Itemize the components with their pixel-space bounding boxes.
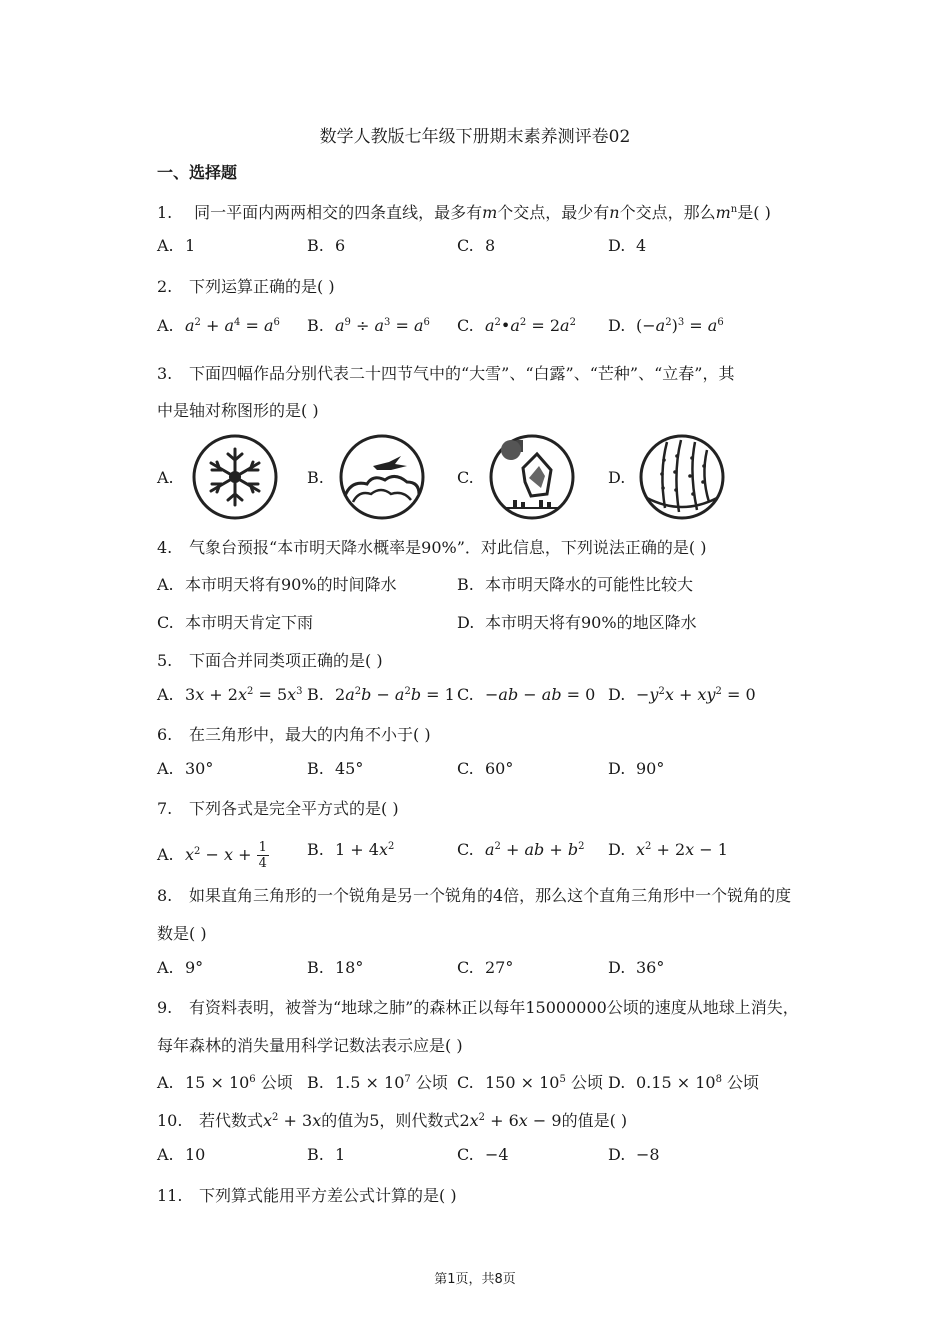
question-text: 在三角形中，最大的内角不小于( ) (189, 725, 431, 744)
question-5 (157, 648, 383, 671)
option-b[interactable]: B. 1 (307, 1145, 346, 1164)
option-d[interactable]: D. $x^2 + 2x - 1$ (608, 840, 728, 859)
option-b[interactable]: B. 18° (307, 958, 364, 977)
question-text: 下列运算正确的是( ) (189, 277, 335, 296)
question-number: 10. (157, 1111, 183, 1130)
question-text: ，则代数式 (379, 1111, 460, 1130)
option-a[interactable]: A. $a^2 + a^4 = a^6$ (157, 316, 280, 335)
question-text: 的值是( ) (561, 1111, 628, 1130)
option-a[interactable]: A. 1 (157, 236, 196, 255)
math-var: m (482, 203, 498, 222)
option-c[interactable]: C. −4 (457, 1145, 509, 1164)
question-9-line-2: 每年森林的消失量用科学记数法表示应是( ) (157, 1036, 463, 1055)
question-text: 下列各式是完全平方式的是( ) (189, 799, 399, 818)
question-10: 10. 若代数式$x^2 + 3x$的值为5，则代数式$2x^2 + 6x - 9$的值是( ) (157, 1111, 628, 1130)
math-var: n (609, 203, 620, 222)
question-9 (157, 995, 799, 1018)
question-text: 是( ) (737, 203, 771, 222)
option-c[interactable]: C. $a^2•a^2 = 2a^2$ (457, 316, 576, 335)
page-footer: 第1页，共8页 (434, 1272, 516, 1287)
question-number: 3. (157, 364, 173, 383)
math-var: $m^n$ (715, 203, 738, 222)
option-c[interactable]: C. 本市明天肯定下雨 (157, 613, 314, 632)
option-c[interactable]: C. 27° (457, 958, 514, 977)
page-title: 数学人教版七年级下册期末素养测评卷02 (319, 127, 631, 147)
question-number: 4. (157, 538, 173, 557)
option-c[interactable]: C. $150 \times 10^5$ 公顷 (457, 1073, 603, 1092)
question-number: 6. (157, 725, 173, 744)
option-b[interactable]: B. $a^9 \div a^3 = a^6$ (307, 316, 430, 335)
option-d[interactable]: D. 4 (608, 236, 647, 255)
question-text: 如果直角三角形的一个锐角是另一个锐角的4倍，那么这个直角三角形中一个锐角的度 (189, 886, 792, 905)
option-b[interactable]: B. 6 (307, 236, 346, 255)
question-3 (157, 361, 734, 384)
option-d[interactable]: D. $(-a^2)^3 = a^6$ (608, 316, 724, 335)
question-7 (157, 796, 399, 819)
emblem-options (157, 432, 757, 522)
question-number: 8. (157, 886, 173, 905)
option-b[interactable]: B. $2a^2b - a^2b = 1$ (307, 685, 455, 704)
option-b[interactable]: B. 45° (307, 759, 364, 778)
question-2 (157, 274, 335, 297)
option-a[interactable]: A. 9° (157, 958, 204, 977)
question-number: 2. (157, 277, 173, 296)
bird-cloud-emblem-icon[interactable] (337, 432, 427, 522)
option-b-label[interactable]: B. (307, 468, 324, 487)
question-text: 同一平面内两两相交的四条直线，最多有 (194, 203, 483, 222)
question-number: 9. (157, 998, 173, 1017)
snowflake-emblem-icon[interactable] (190, 432, 280, 522)
question-8 (157, 883, 791, 906)
option-c-label[interactable]: C. (457, 468, 474, 487)
question-text: 若代数式 (199, 1111, 264, 1130)
option-d-label[interactable]: D. (608, 468, 626, 487)
question-number: 5. (157, 651, 173, 670)
question-text: 个交点，最少有 (497, 203, 610, 222)
option-c[interactable]: C. 60° (457, 759, 514, 778)
option-d[interactable]: D. −8 (608, 1145, 660, 1164)
option-a[interactable]: A. 本市明天将有90%的时间降水 (157, 575, 397, 594)
option-d[interactable]: D. $-y^2x + xy^2 = 0$ (608, 685, 756, 704)
question-8-line-2: 数是( ) (157, 924, 207, 943)
option-d[interactable]: D. 本市明天将有90%的地区降水 (457, 613, 697, 632)
question-1 (157, 200, 771, 223)
option-a[interactable]: A. $x^2 - x$ + $\frac{1}{4}$ (157, 840, 267, 871)
question-number: 7. (157, 799, 173, 818)
option-a-label[interactable]: A. (157, 468, 174, 487)
section-heading: 一、选择题 (157, 163, 238, 182)
question-text: 个交点，那么 (619, 203, 716, 222)
question-text: 下面合并同类项正确的是( ) (189, 651, 383, 670)
question-6 (157, 722, 431, 745)
option-c[interactable]: C. 8 (457, 236, 496, 255)
question-4 (157, 535, 707, 558)
option-a[interactable]: A. $3x + 2x^2 = 5x^3$ (157, 685, 303, 704)
question-number: 1. (157, 203, 173, 222)
question-number: 11. (157, 1186, 183, 1205)
option-a[interactable]: A. 30° (157, 759, 214, 778)
option-c[interactable]: C. $a^2$ + ab + $b^2$ (457, 840, 585, 859)
willow-emblem-icon[interactable] (637, 432, 727, 522)
question-text: 的值为 (321, 1111, 370, 1130)
option-d[interactable]: D. 90° (608, 759, 665, 778)
option-b[interactable]: B. $1 + 4x^2$ (307, 840, 395, 859)
option-b[interactable]: B. 本市明天降水的可能性比较大 (457, 575, 694, 594)
question-text: 下列算式能用平方差公式计算的是( ) (199, 1186, 457, 1205)
option-d[interactable]: D. $0.15 \times 10^8$ 公顷 (608, 1073, 760, 1092)
option-a[interactable]: A. $15 \times 10^6$ 公顷 (157, 1073, 293, 1092)
option-d[interactable]: D. 36° (608, 958, 665, 977)
option-a[interactable]: A. 10 (157, 1145, 206, 1164)
question-text: 下面四幅作品分别代表二十四节气中的“大雪”、“白露”、“芒种”、“立春”，其 (189, 364, 735, 383)
question-text: 气象台预报“本市明天降水概率是90%”．对此信息，下列说法正确的是( ) (189, 538, 707, 557)
question-text: 有资料表明，被誉为“地球之肺”的森林正以每年15000000公顷的速度从地球上消失， (189, 998, 799, 1017)
option-b[interactable]: B. $1.5 \times 10^7$ 公顷 (307, 1073, 448, 1092)
sun-figure-emblem-icon[interactable] (487, 432, 577, 522)
option-c[interactable]: C. −ab − ab = 0 (457, 685, 596, 704)
question-11 (157, 1183, 457, 1206)
question-3-line-2: 中是轴对称图形的是( ) (157, 401, 319, 420)
fraction-one-quarter: $\frac{1}{4}$ (258, 840, 267, 871)
